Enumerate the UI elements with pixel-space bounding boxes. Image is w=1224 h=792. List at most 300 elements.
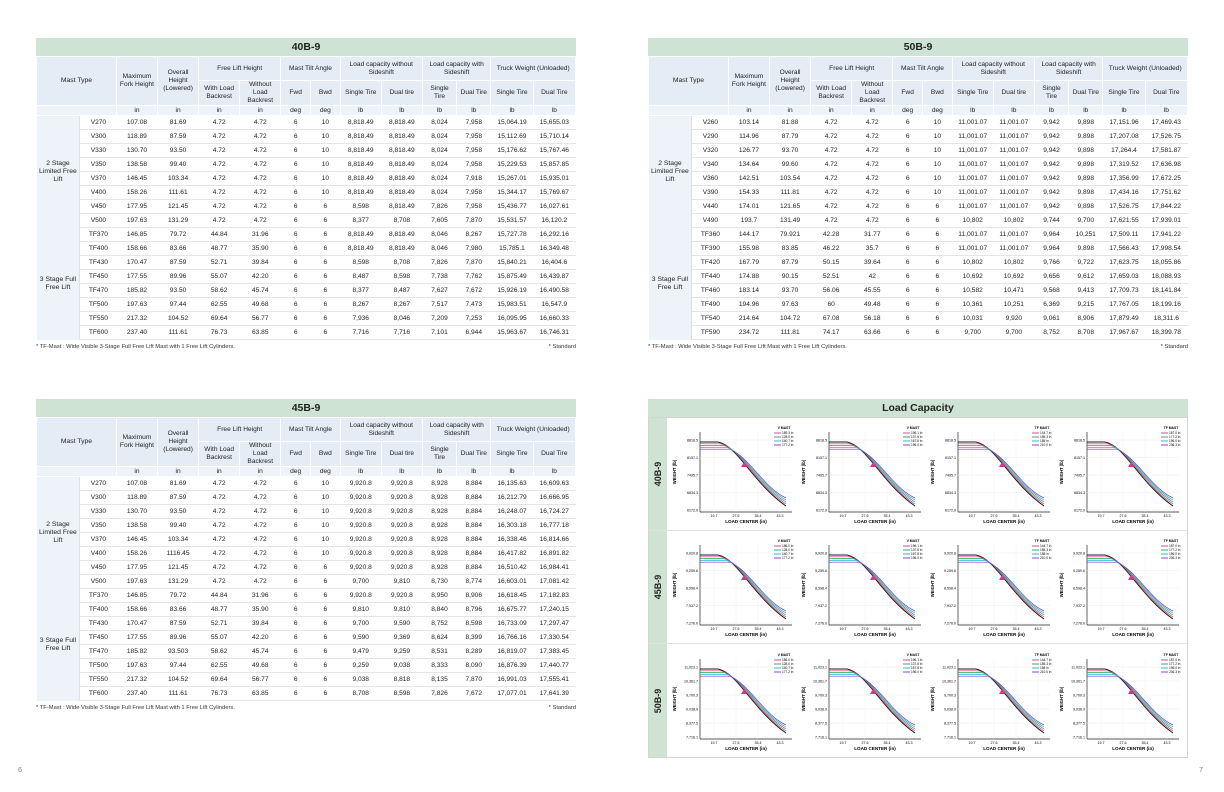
table-cell: 69.64 — [199, 312, 240, 326]
table-cell: 16,248.07 — [491, 505, 533, 519]
table-cell: 16,609.63 — [533, 477, 575, 491]
table-cell: 17,434.16 — [1103, 186, 1145, 200]
table-cell: 8,818.49 — [340, 144, 381, 158]
table-cell: 15,785.1 — [491, 242, 533, 256]
load-chart — [799, 422, 927, 526]
table-cell: 89.96 — [158, 631, 199, 645]
table-cell: 6 — [281, 575, 311, 589]
table-cell: 111.61 — [158, 326, 199, 340]
table-cell: 4.72 — [199, 158, 240, 172]
header-mast-tilt-angle: Mast Tilt Angle — [281, 418, 340, 442]
y-tick-label: 9,259.6 — [1072, 569, 1085, 573]
table-cell: 4.72 — [199, 172, 240, 186]
y-axis-label: WEIGHT (lb) — [929, 572, 935, 598]
table-cell: 118.89 — [116, 491, 157, 505]
table-cell: 9,920.8 — [340, 477, 381, 491]
table-cell: 17,526.75 — [1103, 200, 1145, 214]
table-row — [649, 326, 1188, 340]
mast-model: TF370 — [80, 228, 117, 242]
capacity-curve — [700, 442, 786, 506]
table-row — [37, 284, 576, 298]
table-cell: 39.64 — [852, 256, 893, 270]
y-tick-label: 9,259.6 — [814, 569, 827, 573]
x-tick-label: 19.7 — [968, 514, 975, 518]
y-tick-label: 9,038.9 — [685, 707, 698, 711]
x-tick-label: 43.3 — [1163, 627, 1170, 631]
legend-entry: 196.0 in — [1168, 552, 1180, 557]
table-cell: 6 — [893, 214, 923, 228]
table-cell: 10,361 — [952, 298, 993, 312]
x-axis-label: LOAD CENTER (in) — [724, 632, 767, 637]
table-cell: 9,656 — [1034, 270, 1068, 284]
table-cell: 134.64 — [728, 158, 769, 172]
table-cell: 10 — [922, 158, 952, 172]
y-axis-label: WEIGHT (lb) — [1058, 686, 1064, 711]
table-cell: 15,267.01 — [491, 172, 533, 186]
table-cell: 9,942 — [1034, 200, 1068, 214]
table-row — [649, 144, 1188, 158]
table-cell: 60 — [811, 298, 852, 312]
table-cell: 8,333 — [422, 659, 456, 673]
header-dual-tire: Dual Tire — [533, 442, 575, 467]
capacity-curve — [700, 555, 786, 619]
y-tick-label: 6172.9 — [944, 508, 956, 513]
table-cell: 31.96 — [240, 589, 281, 603]
table-cell: 17,555.41 — [533, 673, 575, 687]
table-cell: 9,920.8 — [381, 477, 422, 491]
load-capacity-row — [649, 644, 1187, 757]
table-cell: 17,751.62 — [1145, 186, 1187, 200]
table-cell: 6 — [281, 158, 311, 172]
legend-entry: 196.1 in — [910, 657, 922, 662]
legend-entry: 128.0 in — [781, 661, 793, 666]
table-cell: 4.72 — [811, 200, 852, 214]
header-unit: deg — [281, 467, 311, 477]
table-cell: 7,958 — [457, 200, 491, 214]
table-cell: 17,526.75 — [1145, 130, 1187, 144]
table-cell: 10 — [310, 186, 340, 200]
header-load-without-sideshift: Load capacity without Sideshift — [340, 418, 422, 442]
table-cell: 10,802 — [952, 214, 993, 228]
mast-model: V400 — [80, 186, 117, 200]
table-cell: 6 — [310, 298, 340, 312]
legend-entry: 189.3 in — [781, 431, 793, 436]
table-cell: 4.72 — [199, 144, 240, 158]
table-row — [37, 158, 576, 172]
table-row — [37, 617, 576, 631]
table-cell: 17,383.45 — [533, 645, 575, 659]
table-cell: 39.84 — [240, 617, 281, 631]
table-cell: 15,857.85 — [533, 158, 575, 172]
mast-model: TF550 — [80, 312, 117, 326]
table-cell: 131.49 — [770, 214, 811, 228]
header-mast-type: Mast Type — [37, 57, 117, 106]
table-cell: 56.18 — [852, 312, 893, 326]
header-unit: lb — [952, 106, 993, 116]
header-unit: lb — [340, 467, 381, 477]
capacity-curve — [958, 442, 1044, 506]
header-unit: lb — [381, 106, 422, 116]
table-cell: 17,240.15 — [533, 603, 575, 617]
table-cell: 16,404.6 — [533, 256, 575, 270]
table-cell: 8,818.49 — [381, 172, 422, 186]
footnote-row — [648, 344, 1188, 358]
model-label — [649, 644, 667, 757]
table-row — [649, 200, 1188, 214]
table-cell: 83.66 — [158, 242, 199, 256]
load-chart — [1057, 422, 1185, 526]
mast-model: V320 — [692, 144, 729, 158]
table-cell: 11,001.07 — [952, 228, 993, 242]
table-cell: 6 — [922, 270, 952, 284]
load-capacity-row — [649, 531, 1187, 644]
table-cell: 4.72 — [240, 200, 281, 214]
y-tick-label: 9,259.6 — [685, 569, 698, 573]
table-cell: 234.72 — [728, 326, 769, 340]
table-cell: 6 — [310, 200, 340, 214]
table-cell: 15,840.21 — [491, 256, 533, 270]
table-cell: 8,884 — [457, 561, 491, 575]
x-tick-label: 19.7 — [968, 627, 975, 631]
legend-entry: 144.7 in — [1039, 544, 1051, 549]
chart-group — [667, 418, 1187, 530]
table-cell: 6 — [281, 659, 311, 673]
table-cell: 16,814.66 — [533, 533, 575, 547]
table-cell: 8,046 — [422, 242, 456, 256]
table-cell: 15,655.03 — [533, 116, 575, 130]
table-cell: 16,439.87 — [533, 270, 575, 284]
table-cell: 146.45 — [116, 172, 157, 186]
table-cell: 8,818.49 — [381, 200, 422, 214]
standard-note: * Standard — [548, 705, 576, 711]
table-row — [37, 561, 576, 575]
table-cell: 9,413 — [1069, 284, 1103, 298]
legend-entry: 177.2 in — [1168, 435, 1180, 440]
header-unit: lb — [340, 106, 381, 116]
table-cell: 8,531 — [422, 645, 456, 659]
mast-model: V390 — [692, 186, 729, 200]
header-single-tire: Single Tire — [1103, 81, 1145, 106]
model-label — [649, 531, 667, 643]
table-cell: 6 — [281, 589, 311, 603]
x-tick-label: 35.4 — [1012, 514, 1019, 518]
table-row — [37, 312, 576, 326]
table-cell: 99.40 — [158, 158, 199, 172]
table-cell: 16,510.42 — [491, 561, 533, 575]
header-max-fork-height: Maximum Fork Height — [116, 57, 157, 106]
table-cell: 6 — [922, 214, 952, 228]
table-row — [37, 589, 576, 603]
mast-model: TF470 — [80, 284, 117, 298]
table-cell: 4.72 — [199, 533, 240, 547]
header-without-load-backrest: Without Load Backrest — [240, 442, 281, 467]
table-cell: 11,001.07 — [993, 200, 1034, 214]
table-cell: 217.32 — [116, 312, 157, 326]
mast-group-label: 2 Stage Limited Free Lift — [37, 477, 80, 589]
table-cell: 4.72 — [852, 130, 893, 144]
table-cell: 11,001.07 — [993, 186, 1034, 200]
table-cell: 93.50 — [158, 505, 199, 519]
table-cell: 8,598 — [381, 270, 422, 284]
table-cell: 4.72 — [240, 116, 281, 130]
table-cell: 4.72 — [240, 214, 281, 228]
table-cell: 8,024 — [422, 144, 456, 158]
y-tick-label: 11,023.1 — [1070, 665, 1085, 669]
header-without-load-backrest: Without Load Backrest — [240, 81, 281, 106]
table-cell: 16,666.95 — [533, 491, 575, 505]
header-overall-height: Overall Height (Lowered) — [770, 57, 811, 106]
table-cell: 8,818.49 — [340, 186, 381, 200]
table-cell: 4.72 — [852, 172, 893, 186]
table-cell: 9,061 — [1034, 312, 1068, 326]
footnote-row — [36, 344, 576, 358]
y-axis-label: WEIGHT (lb) — [671, 572, 677, 598]
table-cell: 6 — [281, 505, 311, 519]
table-cell: 4.72 — [852, 116, 893, 130]
table-cell: 167.79 — [728, 256, 769, 270]
y-tick-label: 9,700.3 — [1072, 693, 1085, 697]
table-cell: 9,898 — [1069, 116, 1103, 130]
table-cell: 237.40 — [116, 687, 157, 701]
table-cell: 11,001.07 — [952, 130, 993, 144]
header-overall-height: Overall Height (Lowered) — [158, 418, 199, 467]
table-cell: 87.59 — [158, 256, 199, 270]
table-cell: 15,531.57 — [491, 214, 533, 228]
mast-model: TF420 — [692, 256, 729, 270]
y-tick-label: 6834.3 — [815, 491, 827, 495]
table-cell: 17,440.77 — [533, 659, 575, 673]
x-tick-label: 19.7 — [710, 627, 717, 631]
header-unit: lb — [422, 467, 456, 477]
y-tick-label: 10,361.7 — [941, 679, 956, 683]
legend-entry: 140.7 in — [781, 665, 793, 670]
capacity-curve — [1087, 669, 1173, 733]
table-cell: 6 — [281, 214, 311, 228]
table-cell: 8,928 — [422, 547, 456, 561]
y-tick-label: 6172.9 — [1073, 508, 1085, 513]
table-cell: 7,918 — [457, 172, 491, 186]
x-axis-label: LOAD CENTER (in) — [853, 745, 896, 751]
table-cell: 8,624 — [422, 631, 456, 645]
load-chart — [928, 535, 1056, 639]
mast-model: V270 — [80, 116, 117, 130]
x-tick-label: 27.6 — [732, 514, 739, 518]
y-axis-label: WEIGHT (lb) — [1058, 459, 1064, 485]
y-tick-label: 8818.5 — [686, 438, 698, 443]
table-cell: 4.72 — [811, 172, 852, 186]
header-unit: lb — [457, 467, 491, 477]
table-cell: 138.58 — [116, 519, 157, 533]
table-cell: 9,920.8 — [340, 547, 381, 561]
table-cell: 197.63 — [116, 214, 157, 228]
model-label-text: 40B-9 — [653, 461, 663, 487]
header-load-with-sideshift: Load capacity with Sideshift — [422, 418, 491, 442]
header-bwd: Bwd — [310, 81, 340, 106]
table-cell: 16,120.2 — [533, 214, 575, 228]
table-cell: 10,692 — [993, 270, 1034, 284]
table-cell: 9,920.8 — [340, 505, 381, 519]
header-load-with-sideshift: Load capacity with Sideshift — [1034, 57, 1103, 81]
footnote: * TF-Mast : Wide Visible 3-Stage Full Free Lift Mast with 1 Free Lift Cylinders. — [36, 344, 235, 350]
y-tick-label: 8818.5 — [1073, 438, 1085, 443]
table-cell: 214.64 — [728, 312, 769, 326]
table-cell: 130.70 — [116, 144, 157, 158]
header-unit: lb — [1034, 106, 1068, 116]
table-cell: 42.20 — [240, 270, 281, 284]
table-cell: 155.98 — [728, 242, 769, 256]
table-cell: 10 — [310, 130, 340, 144]
table-cell: 4.72 — [811, 158, 852, 172]
table-cell: 10,031 — [952, 312, 993, 326]
table-cell: 107.08 — [116, 477, 157, 491]
y-tick-label: 9,038.9 — [814, 707, 827, 711]
table-cell: 16,338.46 — [491, 533, 533, 547]
table-cell: 9,700 — [993, 326, 1034, 340]
load-chart — [928, 649, 1056, 753]
capacity-curve — [1087, 442, 1173, 506]
footnote: * TF-Mast : Wide Visible 3-Stage Full Free Lift Mast with 1 Free Lift Cylinders. — [648, 344, 847, 350]
table-cell: 8,267 — [340, 298, 381, 312]
x-axis-label: LOAD CENTER (in) — [982, 519, 1025, 524]
legend-title: V MAST — [777, 539, 790, 543]
x-tick-label: 27.6 — [1119, 514, 1126, 518]
table-cell: 9,920 — [993, 312, 1034, 326]
header-dual-tire: Dual Tire — [1145, 81, 1187, 106]
header-overall-height: Overall Height (Lowered) — [158, 57, 199, 106]
y-tick-label: 7,937.2 — [943, 604, 956, 608]
table-cell: 10 — [310, 505, 340, 519]
table-cell: 4.72 — [199, 200, 240, 214]
table-cell: 9,942 — [1034, 158, 1068, 172]
table-cell: 9,898 — [1069, 158, 1103, 172]
header-unit: lb — [422, 106, 456, 116]
legend-entry: 167.8 in — [910, 439, 922, 444]
table-cell: 7,716 — [381, 326, 422, 340]
x-tick-label: 27.6 — [1119, 627, 1126, 631]
header-unit-spacer — [649, 106, 729, 116]
table-cell: 15,983.51 — [491, 298, 533, 312]
header-unit: in — [199, 106, 240, 116]
table-cell: 8,884 — [457, 547, 491, 561]
header-dual-tire: Dual tire — [381, 442, 422, 467]
table-cell: 8,267 — [381, 298, 422, 312]
header-single-tire: Single Tire — [491, 442, 533, 467]
mast-model: V300 — [80, 491, 117, 505]
table-cell: 8,818.49 — [381, 186, 422, 200]
table-cell: 7,605 — [422, 214, 456, 228]
table-title: 40B-9 — [36, 38, 576, 56]
table-cell: 15,064.19 — [491, 116, 533, 130]
table-cell: 8,818.49 — [381, 116, 422, 130]
header-unit: deg — [310, 106, 340, 116]
x-tick-label: 27.6 — [990, 740, 997, 745]
table-cell: 9,259 — [381, 645, 422, 659]
table-cell: 8,752 — [1034, 326, 1068, 340]
table-cell: 15,176.62 — [491, 144, 533, 158]
table-cell: 103.34 — [158, 533, 199, 547]
table-cell: 8,289 — [457, 645, 491, 659]
table-cell: 6 — [281, 687, 311, 701]
y-tick-label: 7,937.2 — [814, 604, 827, 608]
legend-entry: 177.2 in — [1168, 661, 1180, 666]
table-cell: 8,884 — [457, 533, 491, 547]
table-cell: 9,898 — [1069, 172, 1103, 186]
table-cell: 6 — [922, 256, 952, 270]
table-cell: 93.50 — [158, 144, 199, 158]
table-cell: 8,818.49 — [381, 144, 422, 158]
table-row — [37, 533, 576, 547]
mast-model: TF470 — [80, 645, 117, 659]
table-cell: 8,818.49 — [340, 228, 381, 242]
header-unit: lb — [1145, 106, 1187, 116]
table-cell: 74.17 — [811, 326, 852, 340]
table-cell: 158.66 — [116, 242, 157, 256]
table-cell: 9,810 — [381, 603, 422, 617]
table-cell: 7,870 — [457, 214, 491, 228]
table-cell: 15,875.49 — [491, 270, 533, 284]
table-cell: 9,700 — [340, 575, 381, 589]
table-cell: 6 — [893, 130, 923, 144]
spec-table — [648, 56, 1188, 340]
table-cell: 63.85 — [240, 326, 281, 340]
table-cell: 18,141.84 — [1145, 284, 1187, 298]
y-axis-label: WEIGHT (lb) — [800, 686, 806, 711]
header-max-fork-height: Maximum Fork Height — [116, 418, 157, 467]
table-cell: 9,568 — [1034, 284, 1068, 298]
header-unit: lb — [491, 467, 533, 477]
table-row — [37, 326, 576, 340]
table-cell: 15,344.17 — [491, 186, 533, 200]
x-tick-label: 43.3 — [1163, 740, 1170, 745]
table-cell: 9,590 — [340, 631, 381, 645]
table-cell: 17,709.73 — [1103, 284, 1145, 298]
table-cell: 6 — [893, 270, 923, 284]
header-with-load-backrest: With Load Backrest — [199, 81, 240, 106]
table-cell: 6 — [893, 326, 923, 340]
table-cell: 87.79 — [770, 256, 811, 270]
table-cell: 16,027.61 — [533, 200, 575, 214]
mast-model: V330 — [80, 505, 117, 519]
header-without-load-backrest: Without Load Backrest — [852, 81, 893, 106]
x-tick-label: 19.7 — [1097, 627, 1104, 631]
table-cell: 10 — [310, 144, 340, 158]
table-row — [649, 228, 1188, 242]
table-cell: 4.72 — [199, 116, 240, 130]
table-cell: 44.84 — [199, 228, 240, 242]
header-unit: in — [240, 106, 281, 116]
legend-entry: 158 in — [1039, 552, 1049, 557]
y-tick-label: 9,920.8 — [814, 551, 827, 556]
table-cell: 16,303.18 — [491, 519, 533, 533]
table-cell: 7,958 — [457, 186, 491, 200]
y-tick-label: 8157.1 — [1073, 456, 1085, 460]
mast-group-label: 3 Stage Full Free Lift — [649, 228, 692, 340]
table-cell: 17,941.22 — [1145, 228, 1187, 242]
table-cell: 6,944 — [457, 326, 491, 340]
table-cell: 104.52 — [158, 673, 199, 687]
table-cell: 6 — [281, 603, 311, 617]
y-tick-label: 9,259.6 — [943, 569, 956, 573]
table-cell: 16,991.03 — [491, 673, 533, 687]
table-cell: 7,253 — [457, 312, 491, 326]
x-tick-label: 43.3 — [905, 740, 912, 745]
table-cell: 6 — [281, 130, 311, 144]
table-row — [649, 214, 1188, 228]
table-cell: 8,267 — [457, 228, 491, 242]
table-cell: 6 — [281, 477, 311, 491]
table-cell: 9,898 — [1069, 186, 1103, 200]
legend-entry: 128.0 in — [781, 435, 793, 440]
